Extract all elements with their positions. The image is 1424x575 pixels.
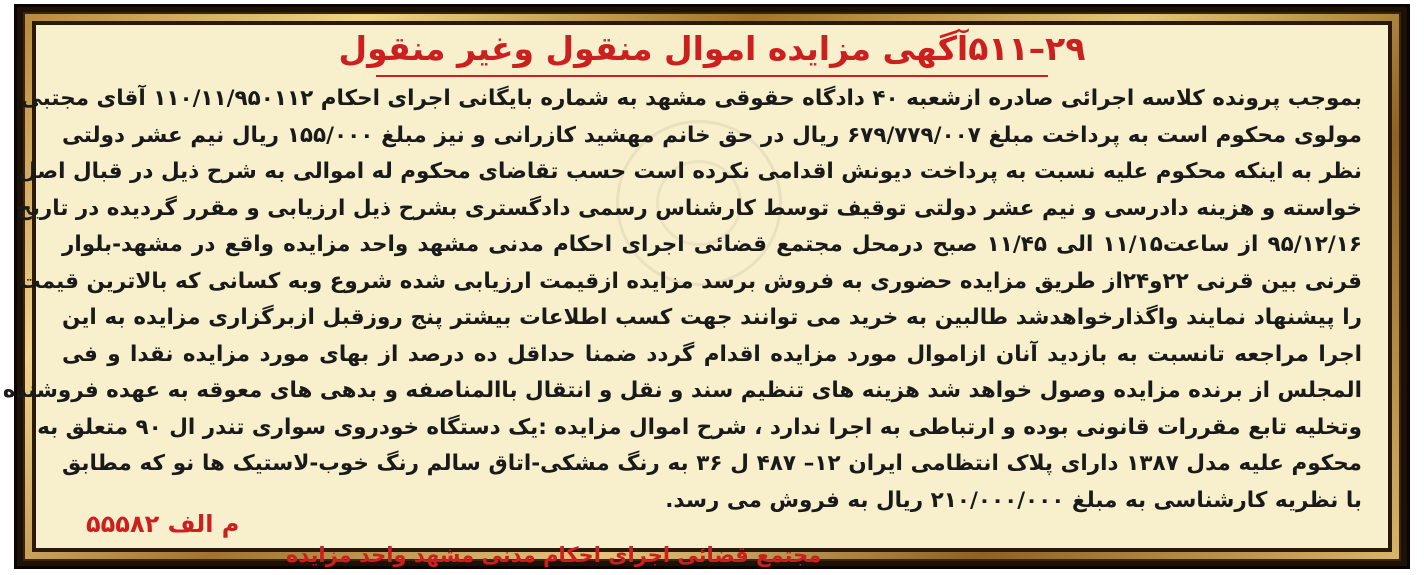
body-line: المجلس از برنده مزایده وصول خواهد شد هزینه های تنظیم سند و نقل و انتقال باالمناصفه و بدهی های معوقه به عهده فروشنده [2,378,1362,403]
body-line: قرنی بین قرنی ۲۲و۲۴از طریق مزایده حضوری به فروش برسد مزایده ازقیمت ارزیابی شده شروع وبه کسانی که بالاترین قیمت [18,268,1362,294]
inner-border [2,21,1392,567]
body-line: ۹۵/۱۲/۱۶ از ساعت۱۱/۱۵ الی ۱۱/۴۵ صبح درمحل مجتمع قضائی اجرای احکام مدنی مشهد واحد مزایده واقع در مشهد-بلوار [62,232,1362,257]
notice-body [2,81,1362,519]
body-line: وتخلیه تابع مقررات قانونی بوده و ارتباطی به اجرا ندارد ، شرح اموال مزایده :یک دستگاه خودروی سواری تندر ال ۹۰ متعلق به [37,414,1362,440]
reference-number: م الف ۵۵۵۸۲ [86,510,240,538]
notice-title: ۲۹–۵۱۱آگهی مزایده اموال منقول وغیر منقول [338,29,1086,68]
body-line: بموجب پرونده کلاسه اجرائی صادره ازشعبه ۴۰ دادگاه حقوقی مشهد به شماره بایگانی اجرای احکام ۱۱۰/۱۱/۹۵۰۱۱۲ آقای مجتبی [20,86,1362,111]
body-line: را پیشنهاد نمایند واگذارخواهدشد طالبین به خرید می توانند جهت کسب اطلاعات بیشتر پنج روزقبل ازبرگزاری مزایده به این [62,305,1362,330]
body-line: مولوی محکوم است به پرداخت مبلغ ۶۷۹/۷۷۹/۰۰۷ ریال در حق خانم مهشید کازرانی و نیز مبلغ ۱۵۵/۰۰۰ ریال نیم عشر دولتی [62,122,1362,148]
body-line: خواسته و هزینه دادرسی و نیم عشر دولتی توقیف توسط کارشناس رسمی دادگستری بشرح ذیل ارزیابی و مقرر گردیده در تاریخ [16,195,1362,221]
body-line: اجرا مراجعه تانسبت به بازدید آنان ازاموال مورد مزایده اقدام گردد ضمنا حداقل ده درصد از بهای مورد مزایده نقدا و فی [62,341,1362,367]
body-line-last: با نظریه کارشناسی به مبلغ ۲۱۰/۰۰۰/۰۰۰ ریال به فروش می رسد. [665,487,1362,513]
body-line: نظر به اینکه محکوم علیه نسبت به پرداخت دیونش اقدامی نکرده است حسب تقاضای محکوم له اموالی به شرح ذیل در قبال اصل [18,159,1362,184]
issuer-signature: مجتمع قضائی اجرای احکام مدنی مشهد واحد مزایده [286,543,822,567]
gold-border [2,12,1401,567]
notice-frame [2,4,1410,569]
body-line: محکوم علیه مدل ۱۳۸۷ دارای پلاک انتظامی ایران ۱۲– ۴۸۷ ل ۳۶ به رنگ مشکی-اتاق سالم رنگ خوب-لاستیک ها نو که مطابق [62,451,1362,476]
notice-panel [2,25,1388,567]
title-underline [376,75,1048,77]
